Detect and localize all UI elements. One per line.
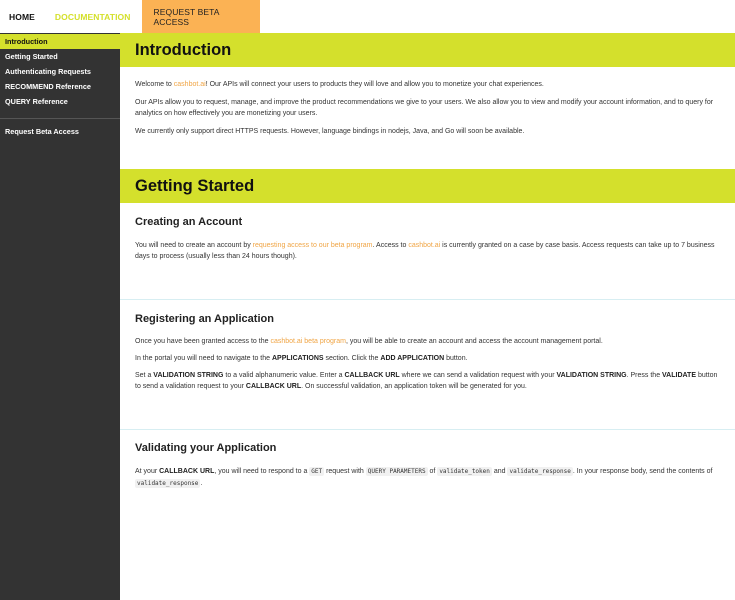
sidebar <box>0 33 120 600</box>
text: Once you have been granted access to the <box>135 338 271 345</box>
beta-program-link[interactable]: cashbot.ai beta program <box>270 338 346 345</box>
nav-home-link[interactable]: HOME <box>9 11 35 22</box>
code-validate-response: validate_response <box>137 480 199 487</box>
top-nav <box>0 0 735 33</box>
registering-paragraph-2 <box>120 353 735 364</box>
text: and <box>491 468 508 475</box>
heading-registering-application: Registering an Application <box>135 313 274 325</box>
main-content <box>120 33 735 600</box>
sidebar-item-getting-started[interactable]: Getting Started <box>5 52 58 61</box>
intro-paragraph-3: We currently only support direct HTTPS requests. However, language bindings in nodejs, Java, and Go will soon be available. <box>135 128 525 135</box>
bold-text: CALLBACK URL <box>245 383 302 390</box>
code-validate-response: validate_response <box>509 468 571 475</box>
nav-documentation-link[interactable]: DOCUMENTATION <box>54 11 131 22</box>
nav-request-beta-button[interactable]: REQUEST BETA ACCESS <box>142 0 260 33</box>
heading-creating-account: Creating an Account <box>135 216 243 228</box>
text: . In your response body, send the contents of <box>572 468 713 475</box>
sidebar-item-request-beta-access[interactable]: Request Beta Access <box>5 127 79 136</box>
bold-text: VALIDATION STRING <box>556 372 627 379</box>
text: . <box>200 480 203 487</box>
text: , you will be able to create an account and access the account management portal. <box>345 338 603 345</box>
text: Welcome to <box>135 81 174 88</box>
text: button to send a validation request to your <box>135 372 718 390</box>
code-query-parameters: QUERY PARAMETERS <box>367 468 426 475</box>
registering-paragraph-1 <box>120 336 735 347</box>
bold-text: VALIDATE <box>662 372 696 379</box>
code-validate-token: validate_token <box>439 468 490 475</box>
section-title-introduction: Introduction <box>120 33 735 67</box>
text: is currently granted on a case by case basis. Access requests can take up to 7 business days to process (usually less than 24 hours though). <box>135 242 715 260</box>
cashbot-link[interactable]: cashbot.ai <box>173 81 206 88</box>
sidebar-item-query-reference[interactable]: QUERY Reference <box>5 97 68 106</box>
sidebar-item-recommend-reference[interactable]: RECOMMEND Reference <box>5 82 91 91</box>
creating-paragraph <box>120 240 735 262</box>
sidebar-item-authenticating-requests[interactable]: Authenticating Requests <box>5 67 91 76</box>
bold-text: ADD APPLICATION <box>380 355 445 362</box>
bold-text: APPLICATIONS <box>271 355 324 362</box>
text: where we can send a validation request with your <box>399 372 557 379</box>
validating-paragraph <box>120 466 735 490</box>
text: Set a <box>135 372 154 379</box>
text: section. Click the <box>323 355 381 362</box>
text: At your <box>135 468 160 475</box>
text: . Access to <box>372 242 409 249</box>
text: You will need to create an account by <box>135 242 253 249</box>
text: button. <box>444 355 468 362</box>
code-get: GET <box>311 468 323 475</box>
bold-text: VALIDATION STRING <box>153 372 224 379</box>
heading-validating-application: Validating your Application <box>135 442 277 454</box>
text: of <box>427 468 438 475</box>
request-access-link[interactable]: requesting access to our beta program <box>252 242 373 249</box>
text: to a valid alphanumeric value. Enter a <box>223 372 345 379</box>
bold-text: CALLBACK URL <box>159 468 215 475</box>
text: , you will need to respond to a <box>214 468 310 475</box>
cashbot-link[interactable]: cashbot.ai <box>408 242 441 249</box>
text: request with <box>324 468 366 475</box>
bold-text: CALLBACK URL <box>344 372 400 379</box>
sidebar-divider <box>0 118 120 119</box>
section-title-getting-started: Getting Started <box>120 169 735 203</box>
text: ! Our APIs will connect your users to products they will love and allow you to monetize your chat experiences. <box>205 81 544 88</box>
text: In the portal you will need to navigate to the <box>135 355 272 362</box>
registering-paragraph-3 <box>120 370 735 392</box>
sidebar-item-introduction[interactable]: Introduction <box>0 34 120 49</box>
intro-paragraph-2: Our APIs allow you to request, manage, and improve the product recommendations we give to your users. We also allow you to view and modify your account information, and to query for analytics on how effectively you are monetizing your users. <box>135 99 714 117</box>
text: . On successful validation, an application token will be generated for you. <box>301 383 527 390</box>
intro-paragraph-1 <box>120 79 735 90</box>
text: . Press the <box>626 372 663 379</box>
